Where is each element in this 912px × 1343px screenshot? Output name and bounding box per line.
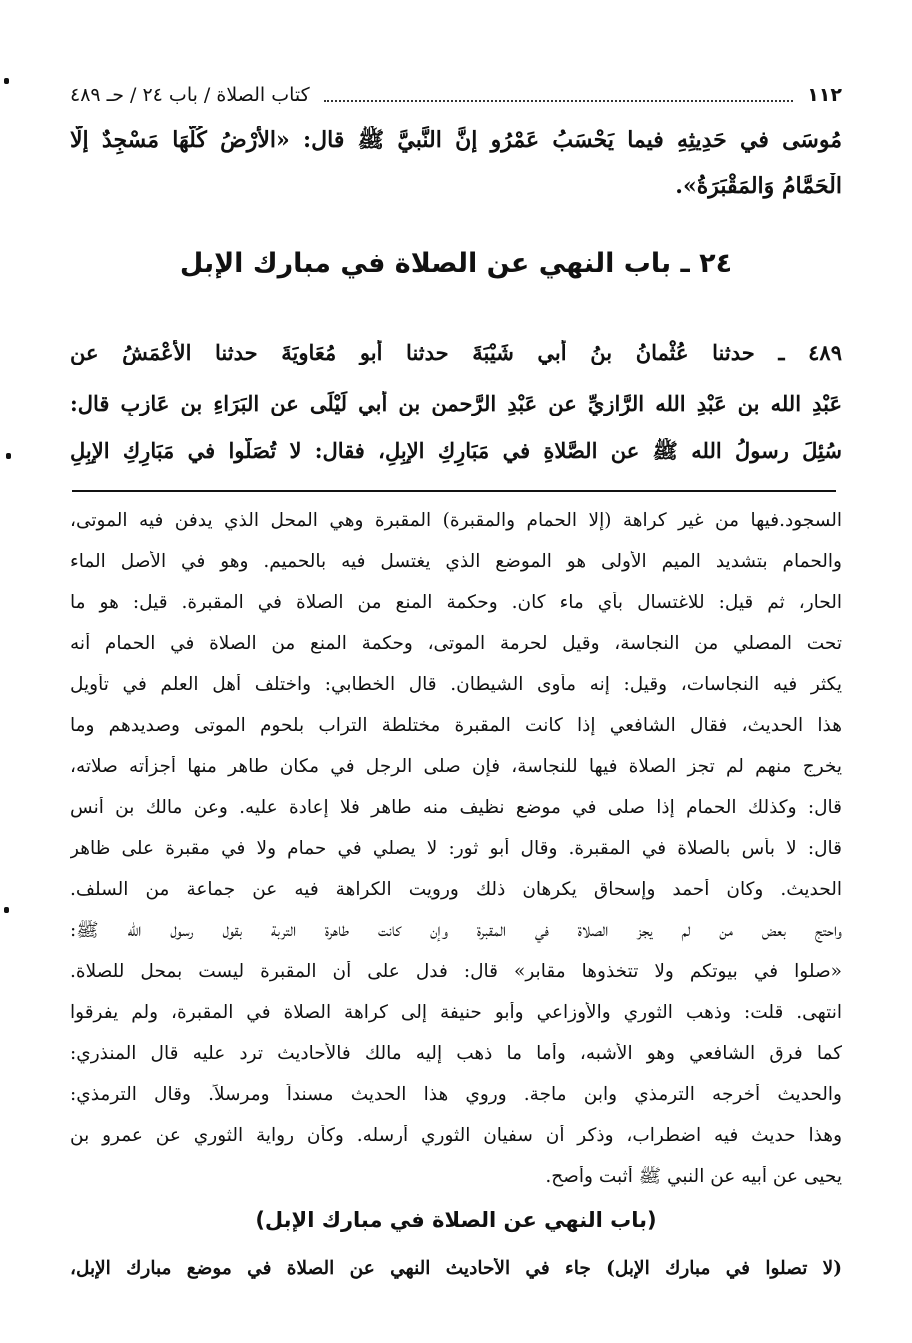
commentary-line: السجود.فيها من غير كراهة (إلا الحمام والمقبرة) المقبرة وهي المحل الذي يدفن فيه الموتى، (70, 510, 842, 531)
commentary-line: يخرج منهم لم تجز الصلاة فيها للنجاسة، فإن صلى الرجل في مكان طاهر منها أجزأته صلاته، (70, 756, 842, 777)
commentary-line: الحار، ثم قيل: للاغتسال بأي ماء كان. وحكمة المنع من الصلاة في المقبرة. قيل: هو ما (70, 592, 842, 613)
page-number: ١١٢ (807, 84, 842, 106)
commentary-line: يحيى عن أبيه عن النبي ﷺ أثبت وأصح. (545, 1166, 842, 1187)
commentary-line: يكثر فيه النجاسات، وقيل: إنه مأوى الشيطان. قال الخطابي: واختلف أهل العلم في تأويل (70, 674, 842, 695)
commentary-line: وهذا حديث فيه اضطراب، وذكر أن سفيان الثوري أرسله. وكأن رواية الثوري عن عمرو بن (70, 1125, 842, 1146)
commentary-line: قال: لا بأس بالصلاة في المقبرة. وقال أبو ثور: لا يصلي في حمام ولا في مقبرة على ظاهر (70, 838, 842, 859)
commentary-line: انتهى. قلت: وذهب الثوري والأوزاعي وأبو حنيفة إلى كراهة الصلاة في المقبرة، ولم يفرقوا (70, 1002, 842, 1023)
commentary-line: «صلوا في بيوتكم ولا تتخذوها مقابر» قال: فدل على أن المقبرة ليست بمحل للصلاة. (70, 961, 842, 982)
commentary-line: تحت المصلي من النجاسة، وقيل لحرمة الموتى، وحكمة المنع من الصلاة في الحمام أنه (70, 633, 842, 654)
footnote-divider (72, 490, 836, 492)
hadith-line: ٤٨٩ ـ حدثنا عُثْمانُ بنُ أبي شَيْبَةَ حدثنا أبو مُعَاوِيَةَ حدثنا الأعْمَشُ عن (70, 340, 842, 365)
header-dotted-leader (324, 88, 793, 102)
top-paragraph-line: الْحَمَّامُ وَالمَقْبَرَةُ». (675, 173, 842, 199)
hadith-line: عَبْدِ الله بنِ عَبْدِ الله الرَّازِيِّ عن عَبْدِ الرَّحمنِ بنِ أبي لَيْلَى عن البَرَاءِ بنِ عَازِبٍ قال: (70, 391, 842, 416)
hadith-line: سُئِلَ رسولُ الله ﷺ عن الصَّلاةِ في مَبَارِكِ الإبِلِ، فقال: لا تُصَلُّوا في مَبَارِكِ الإبِلِ (70, 438, 842, 463)
commentary-line: والحمام بتشديد الميم الأولى هو الموضع الذي يغتسل فيه بالحميم. وهو في الأصل الماء (70, 551, 842, 572)
scan-mark (6, 453, 11, 459)
chapter-heading: ٢٤ ـ باب النهي عن الصلاة في مبارك الإبل (179, 248, 733, 279)
sub-heading: (باب النهي عن الصلاة في مبارك الإبل) (255, 1208, 657, 1232)
scan-mark (4, 78, 9, 84)
commentary-line: والحديث أخرجه الترمذي وابن ماجة. وروي هذا الحديث مسنداً ومرسلاً. وقال الترمذي: (70, 1084, 842, 1105)
running-header (70, 80, 842, 110)
final-line: (لا تصلوا في مبارك الإبل) جاء في الأحاديث النهي عن الصلاة في موضع مبارك الإبل، (70, 1258, 842, 1279)
running-title: كتاب الصلاة / باب ٢٤ / حـ ٤٨٩ (70, 84, 310, 106)
commentary-line: هذا الحديث، فقال الشافعي إذا كانت المقبرة مختلطة التراب بلحوم الموتى وصديدهم وما (70, 715, 842, 736)
commentary-line: واحتج بعض من لم يجز الصلاة في المقبرة وإن كانت طاهرة التربة بقول رسول الله ﷺ: (70, 920, 842, 941)
top-paragraph-line: مُوسَى في حَدِيثِهِ فيما يَحْسَبُ عَمْرُو إنَّ النَّبيَّ ﷺ قال: «الأرْضُ كُلُّهَا مَسْجِدٌ إلَّا (70, 127, 842, 153)
commentary-line: قال: وكذلك الحمام إذا صلى في موضع نظيف منه طاهر فلا إعادة عليه. وعن مالك بن أنس (70, 797, 842, 818)
scan-mark (4, 907, 9, 913)
commentary-line: كما فرق الشافعي وهو الأشبه، وأما ما ذهب إليه مالك فالأحاديث ترد عليه قال المنذري: (70, 1043, 842, 1064)
commentary-line: الحديث. وكان أحمد وإسحاق يكرهان ذلك ورويت الكراهة فيه عن جماعة من السلف. (70, 879, 842, 900)
